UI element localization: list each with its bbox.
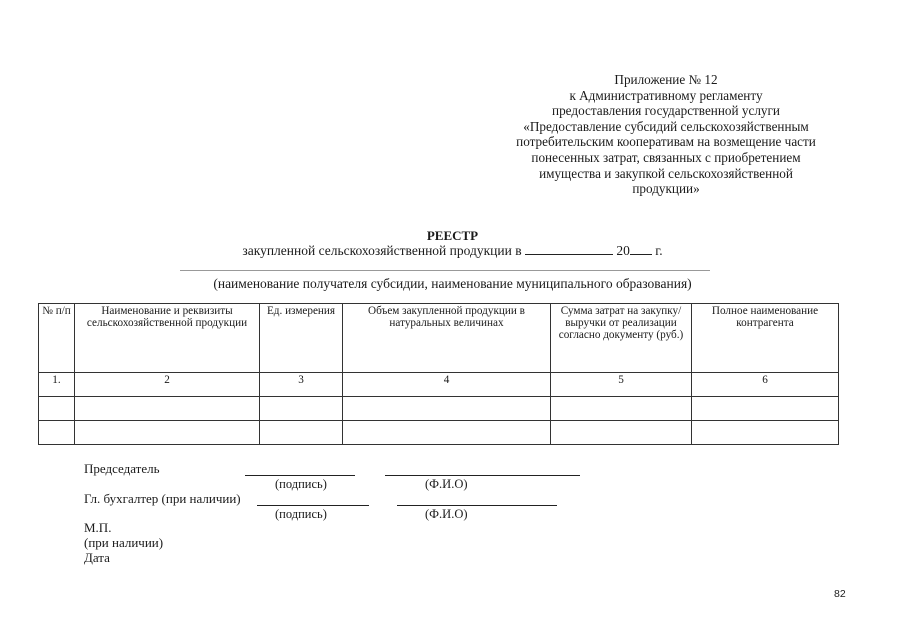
table-cell — [39, 397, 75, 421]
number-cell: 6 — [692, 373, 839, 397]
recipient-fill-line — [180, 270, 710, 271]
table-cell — [551, 421, 692, 445]
table-row — [39, 397, 839, 421]
recipient-caption: (наименование получателя субсидии, наименование муниципального образования) — [213, 276, 692, 291]
appendix-line: продукции» — [632, 181, 700, 197]
header-cell: Полное наименование контрагента — [692, 304, 839, 373]
table-cell — [75, 421, 260, 445]
header-cell: Сумма затрат на закупку/выручки от реализации согласно документу (руб.) — [551, 304, 692, 373]
chairman-signature-line — [245, 475, 355, 476]
subtitle-year: 20 — [616, 243, 630, 258]
table-cell — [692, 397, 839, 421]
number-cell: 1. — [39, 373, 75, 397]
register-table — [38, 303, 839, 445]
header-cell: № п/п — [39, 304, 75, 373]
appendix-line: имущества и закупкой сельскохозяйственной — [539, 165, 793, 181]
seal-label: М.П. — [84, 520, 112, 535]
register-title: РЕЕСТР — [426, 228, 479, 243]
appendix-header — [480, 72, 852, 197]
month-blank — [525, 243, 613, 255]
appendix-line: «Предоставление субсидий сельскохозяйственным — [523, 118, 809, 134]
date-label: Дата — [84, 550, 110, 565]
number-cell: 2 — [75, 373, 260, 397]
header-cell: Ед. измерения — [260, 304, 343, 373]
table-cell — [551, 397, 692, 421]
table-cell — [343, 397, 551, 421]
table-cell — [260, 397, 343, 421]
table-number-row — [39, 373, 839, 397]
subtitle-suffix: г. — [655, 243, 663, 258]
header-cell: Наименование и реквизиты сельскохозяйственной продукции — [75, 304, 260, 373]
subtitle-prefix: закупленной сельскохозяйственной продукции в — [242, 243, 522, 258]
appendix-line: понесенных затрат, связанных с приобретением — [531, 149, 801, 165]
register-subtitle — [0, 243, 905, 259]
table-cell — [343, 421, 551, 445]
signature-caption: (подпись) — [275, 477, 327, 491]
seal-note: (при наличии) — [84, 535, 164, 550]
year-blank — [630, 243, 652, 255]
accountant-label: Гл. бухгалтер (при наличии) — [84, 491, 241, 506]
table-cell — [75, 397, 260, 421]
chairman-name-line — [385, 475, 580, 476]
signature-caption: (подпись) — [275, 507, 327, 521]
accountant-signature-line — [257, 505, 369, 506]
appendix-line: к Административному регламенту — [569, 87, 763, 103]
table-header-row — [39, 304, 839, 373]
chairman-label: Председатель — [84, 461, 160, 476]
number-cell: 3 — [260, 373, 343, 397]
accountant-name-line — [397, 505, 557, 506]
table-cell — [692, 421, 839, 445]
table-row — [39, 421, 839, 445]
name-caption: (Ф.И.О) — [425, 507, 468, 521]
table-cell — [39, 421, 75, 445]
table-cell — [260, 421, 343, 445]
appendix-line: Приложение № 12 — [614, 72, 718, 87]
number-cell: 5 — [551, 373, 692, 397]
number-cell: 4 — [343, 373, 551, 397]
appendix-line: предоставления государственной услуги — [552, 103, 780, 119]
page-number: 82 — [834, 588, 846, 600]
header-cell: Объем закупленной продукции в натуральных величинах — [343, 304, 551, 373]
name-caption: (Ф.И.О) — [425, 477, 468, 491]
appendix-line: потребительским кооперативам на возмещение части — [516, 134, 816, 150]
